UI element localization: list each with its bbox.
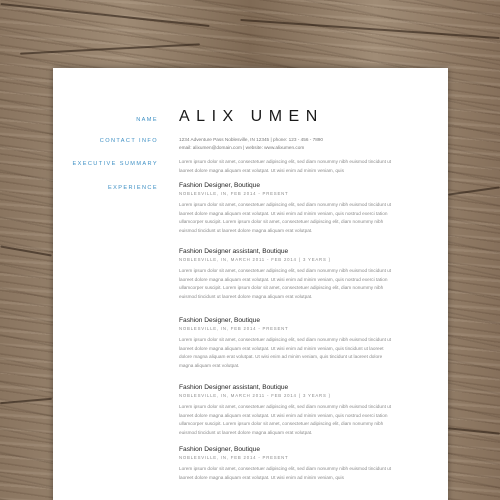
resume-page [53, 68, 448, 500]
job-entry [179, 248, 397, 301]
job-meta: NOBLESVILLE, IN, FEB 2014 - PRESENT [179, 326, 289, 331]
contact-info [179, 136, 397, 152]
contact-address-phone: 1234 Adventure Pass Noblesville, IN 12345 | phone: 123 - 456 - 7890 [179, 137, 324, 142]
job-description: Lorem ipsum dolor sit amet, consectetuer adipiscing elit, sed diam nonummy nibh euismod tincidunt ut laoreet dolore magna aliquam erat volutpat. Ut wisi enim ad minim veniam, quis nostrud exerci tation ullamcorper suscipit. Lorem ipsum dolor sit amet, consectetuer adipiscing elit, diam nonummy nibh euismod tincidunt ut laoreet dolore magna aliquam erat volutpat. [179, 268, 392, 299]
job-meta: NOBLESVILLE, IN, MARCH 2011 - FEB 2014 ( 3 YEARS ) [179, 393, 331, 398]
contact-email-website: email: alixumen@domain.com | website: www.alixumen.com [179, 145, 305, 150]
resume-name: ALIX UMEN [179, 108, 324, 125]
job-description: Lorem ipsum dolor sit amet, consectetuer adipiscing elit, sed diam nonummy nibh euismod tincidunt ut laoreet dolore magna aliquam erat volutpat. Ut wisi enim ad minim veniam, quis nostrud exerci tation ullamcorper suscipit. Lorem ipsum dolor sit amet, consectetuer adipiscing elit, diam nonummy nibh euismod tincidunt ut laoreet dolore magna aliquam erat volutpat. [179, 202, 392, 233]
wood-crack [0, 398, 52, 405]
name-label: NAME [136, 117, 158, 123]
job-entry [179, 182, 397, 235]
job-description: Lorem ipsum dolor sit amet, consectetuer adipiscing elit, sed diam nonummy nibh euismod tincidunt ut laoreet dolore magna aliquam erat volutpat. Ut wisi enim ad minim veniam, quis [179, 466, 392, 480]
job-entry [179, 384, 397, 437]
wood-crack [448, 427, 500, 434]
contact-label: CONTACT INFO [99, 138, 158, 144]
summary-text: Lorem ipsum dolor sit amet, consectetuer adipiscing elit, sed diam nonummy nibh euismod tincidunt ut laoreet dolore magna aliquam erat volutpat. Ut wisi enim ad minim veniam, quis [179, 159, 392, 173]
wood-crack [20, 43, 200, 54]
experience-label: EXPERIENCE [107, 185, 158, 191]
job-title: Fashion Designer, Boutique [179, 446, 261, 453]
job-title: Fashion Designer, Boutique [179, 182, 261, 189]
wood-crack [240, 19, 500, 39]
job-title: Fashion Designer assistant, Boutique [179, 384, 289, 391]
job-meta: NOBLESVILLE, IN, MARCH 2011 - FEB 2014 ( 3 YEARS ) [179, 257, 331, 262]
job-title: Fashion Designer, Boutique [179, 317, 261, 324]
job-entry [179, 446, 397, 482]
wood-crack [0, 246, 52, 257]
job-description: Lorem ipsum dolor sit amet, consectetuer adipiscing elit, sed diam nonummy nibh euismod tincidunt ut laoreet dolore magna aliquam erat volutpat. Ut wisi enim ad minim veniam, quis nostrud exerci tation ullamcorper suscipit. Lorem ipsum dolor sit amet, consectetuer adipiscing elit, diam nonummy nibh euismod tincidunt ut laoreet dolore magna aliquam erat volutpat. [179, 404, 392, 435]
wood-crack [0, 3, 209, 27]
job-entry [179, 317, 397, 370]
job-meta: NOBLESVILLE, IN, FEB 2014 - PRESENT [179, 191, 289, 196]
job-title: Fashion Designer assistant, Boutique [179, 248, 289, 255]
wood-crack [448, 186, 500, 195]
summary-label: EXECUTIVE SUMMARY [72, 161, 158, 167]
job-description: Lorem ipsum dolor sit amet, consectetuer adipiscing elit, sed diam nonummy nibh euismod tincidunt ut laoreet dolore magna aliquam erat volutpat. Ut wisi enim ad minim veniam, quis tincidunt ut laoreet dolore magna aliquam erat volutpat. Ut wisi enim ad minim veniam, quis tincidunt ut laoreet dolore magna aliquam erat volutpat. [179, 337, 392, 368]
job-meta: NOBLESVILLE, IN, FEB 2014 - PRESENT [179, 455, 289, 460]
